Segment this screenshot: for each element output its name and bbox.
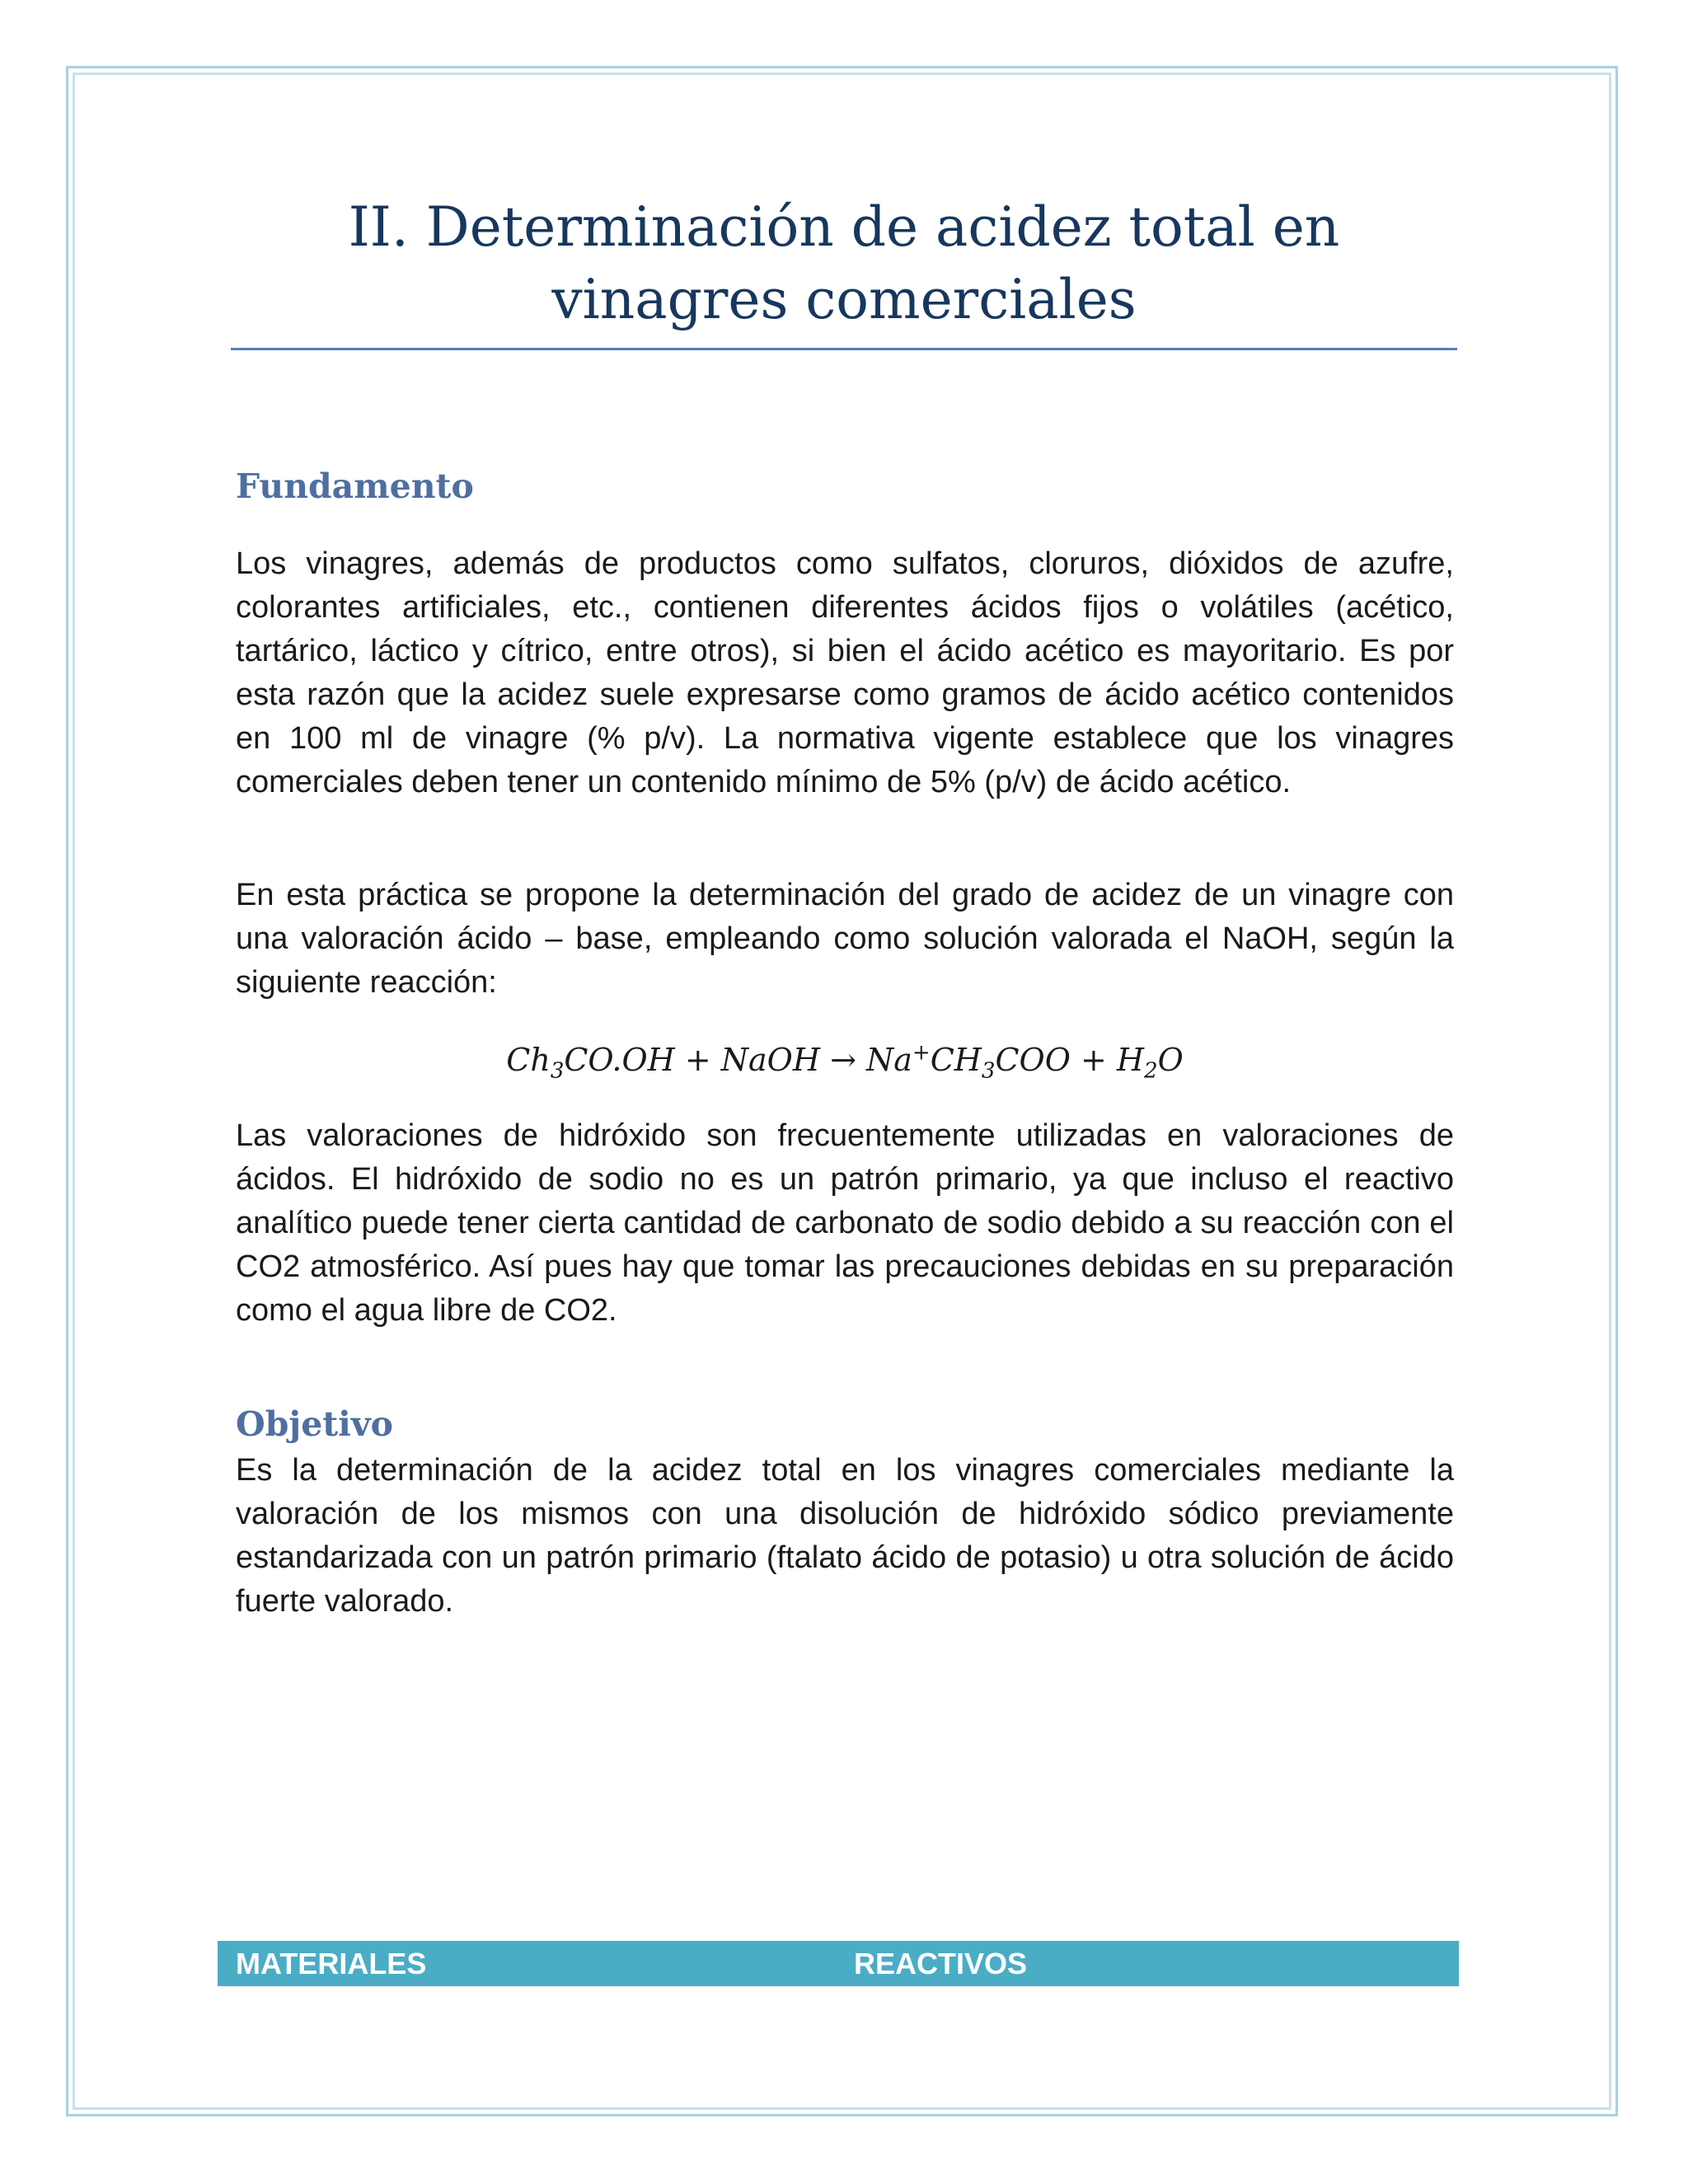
eq-product-1-part-a: Na xyxy=(866,1042,912,1078)
eq-product-2-part-b: O xyxy=(1157,1042,1184,1078)
eq-reactant-1-part-b: CO.OH xyxy=(564,1042,675,1078)
paragraph-fundamento-2: En esta práctica se propone la determinación del grado de acidez de un vinagre con una valoración ácido – base, empleando como solución valorada el NaOH, según la siguiente reacción: xyxy=(236,878,1454,1000)
paragraph-objetivo: Es la determinación de la acidez total en los vinagres comerciales mediante la valoración de los mismos con una disolución de hidróxido sódico previamente estandarizada con un patrón primario (ftalato ácido de potasio) u otra solución de ácido fuerte valorado. xyxy=(236,1453,1454,1619)
eq-product-1-part-c: COO xyxy=(995,1042,1071,1078)
chemical-equation xyxy=(236,1035,1454,1085)
title-underline xyxy=(231,348,1457,350)
table-header-materiales: MATERIALES xyxy=(236,1947,427,1980)
eq-reactant-1-part-a: Ch xyxy=(506,1042,551,1078)
section-heading-objetivo: Objetivo xyxy=(236,1404,393,1444)
paragraph-fundamento-1: Los vinagres, además de productos como sulfatos, cloruros, dióxidos de azufre, colorantes artificiales, etc., contienen diferentes ácidos fijos o volátiles (acético, tartárico, láctico y cítrico, entre otros), si bien el ácido acético es mayoritario. Es por esta razón que la acidez suele expresarse como gramos de ácido acético contenidos en 100 ml de vinagre (% p/v). La normativa vigente establece que los vinagres comerciales deben tener un contenido mínimo de 5% (p/v) de ácido acético. xyxy=(236,546,1454,799)
eq-reactant-1-subscript: 3 xyxy=(550,1058,565,1084)
eq-product-2-part-a: H xyxy=(1116,1042,1145,1078)
page-border-inner xyxy=(73,73,1611,2110)
table-header-reactivos: REACTIVOS xyxy=(854,1947,1028,1980)
eq-product-1-subscript: 3 xyxy=(981,1058,996,1084)
materials-table-header xyxy=(218,1941,1459,1986)
eq-product-1-part-b: CH xyxy=(930,1042,982,1078)
eq-arrow: → xyxy=(830,1042,856,1078)
eq-plus-2: + xyxy=(1080,1042,1107,1078)
eq-plus-1: + xyxy=(684,1042,711,1078)
eq-product-1-superscript: + xyxy=(912,1040,931,1066)
paragraph-fundamento-3: Las valoraciones de hidróxido son frecuentemente utilizadas en valoraciones de ácidos. El hidróxido de sodio no es un patrón primario, ya que incluso el reactivo analítico puede tener cierta cantidad de carbonato de sodio debido a su reacción con el CO2 atmosférico. Así pues hay que tomar las precauciones debidas en su preparación como el agua libre de CO2. xyxy=(236,1118,1454,1328)
page-title: II. Determinación de acidez total en vinagres comerciales xyxy=(348,195,1340,331)
eq-reactant-2: NaOH xyxy=(720,1042,820,1078)
section-heading-fundamento: Fundamento xyxy=(236,466,474,506)
eq-product-2-subscript: 2 xyxy=(1144,1058,1158,1084)
